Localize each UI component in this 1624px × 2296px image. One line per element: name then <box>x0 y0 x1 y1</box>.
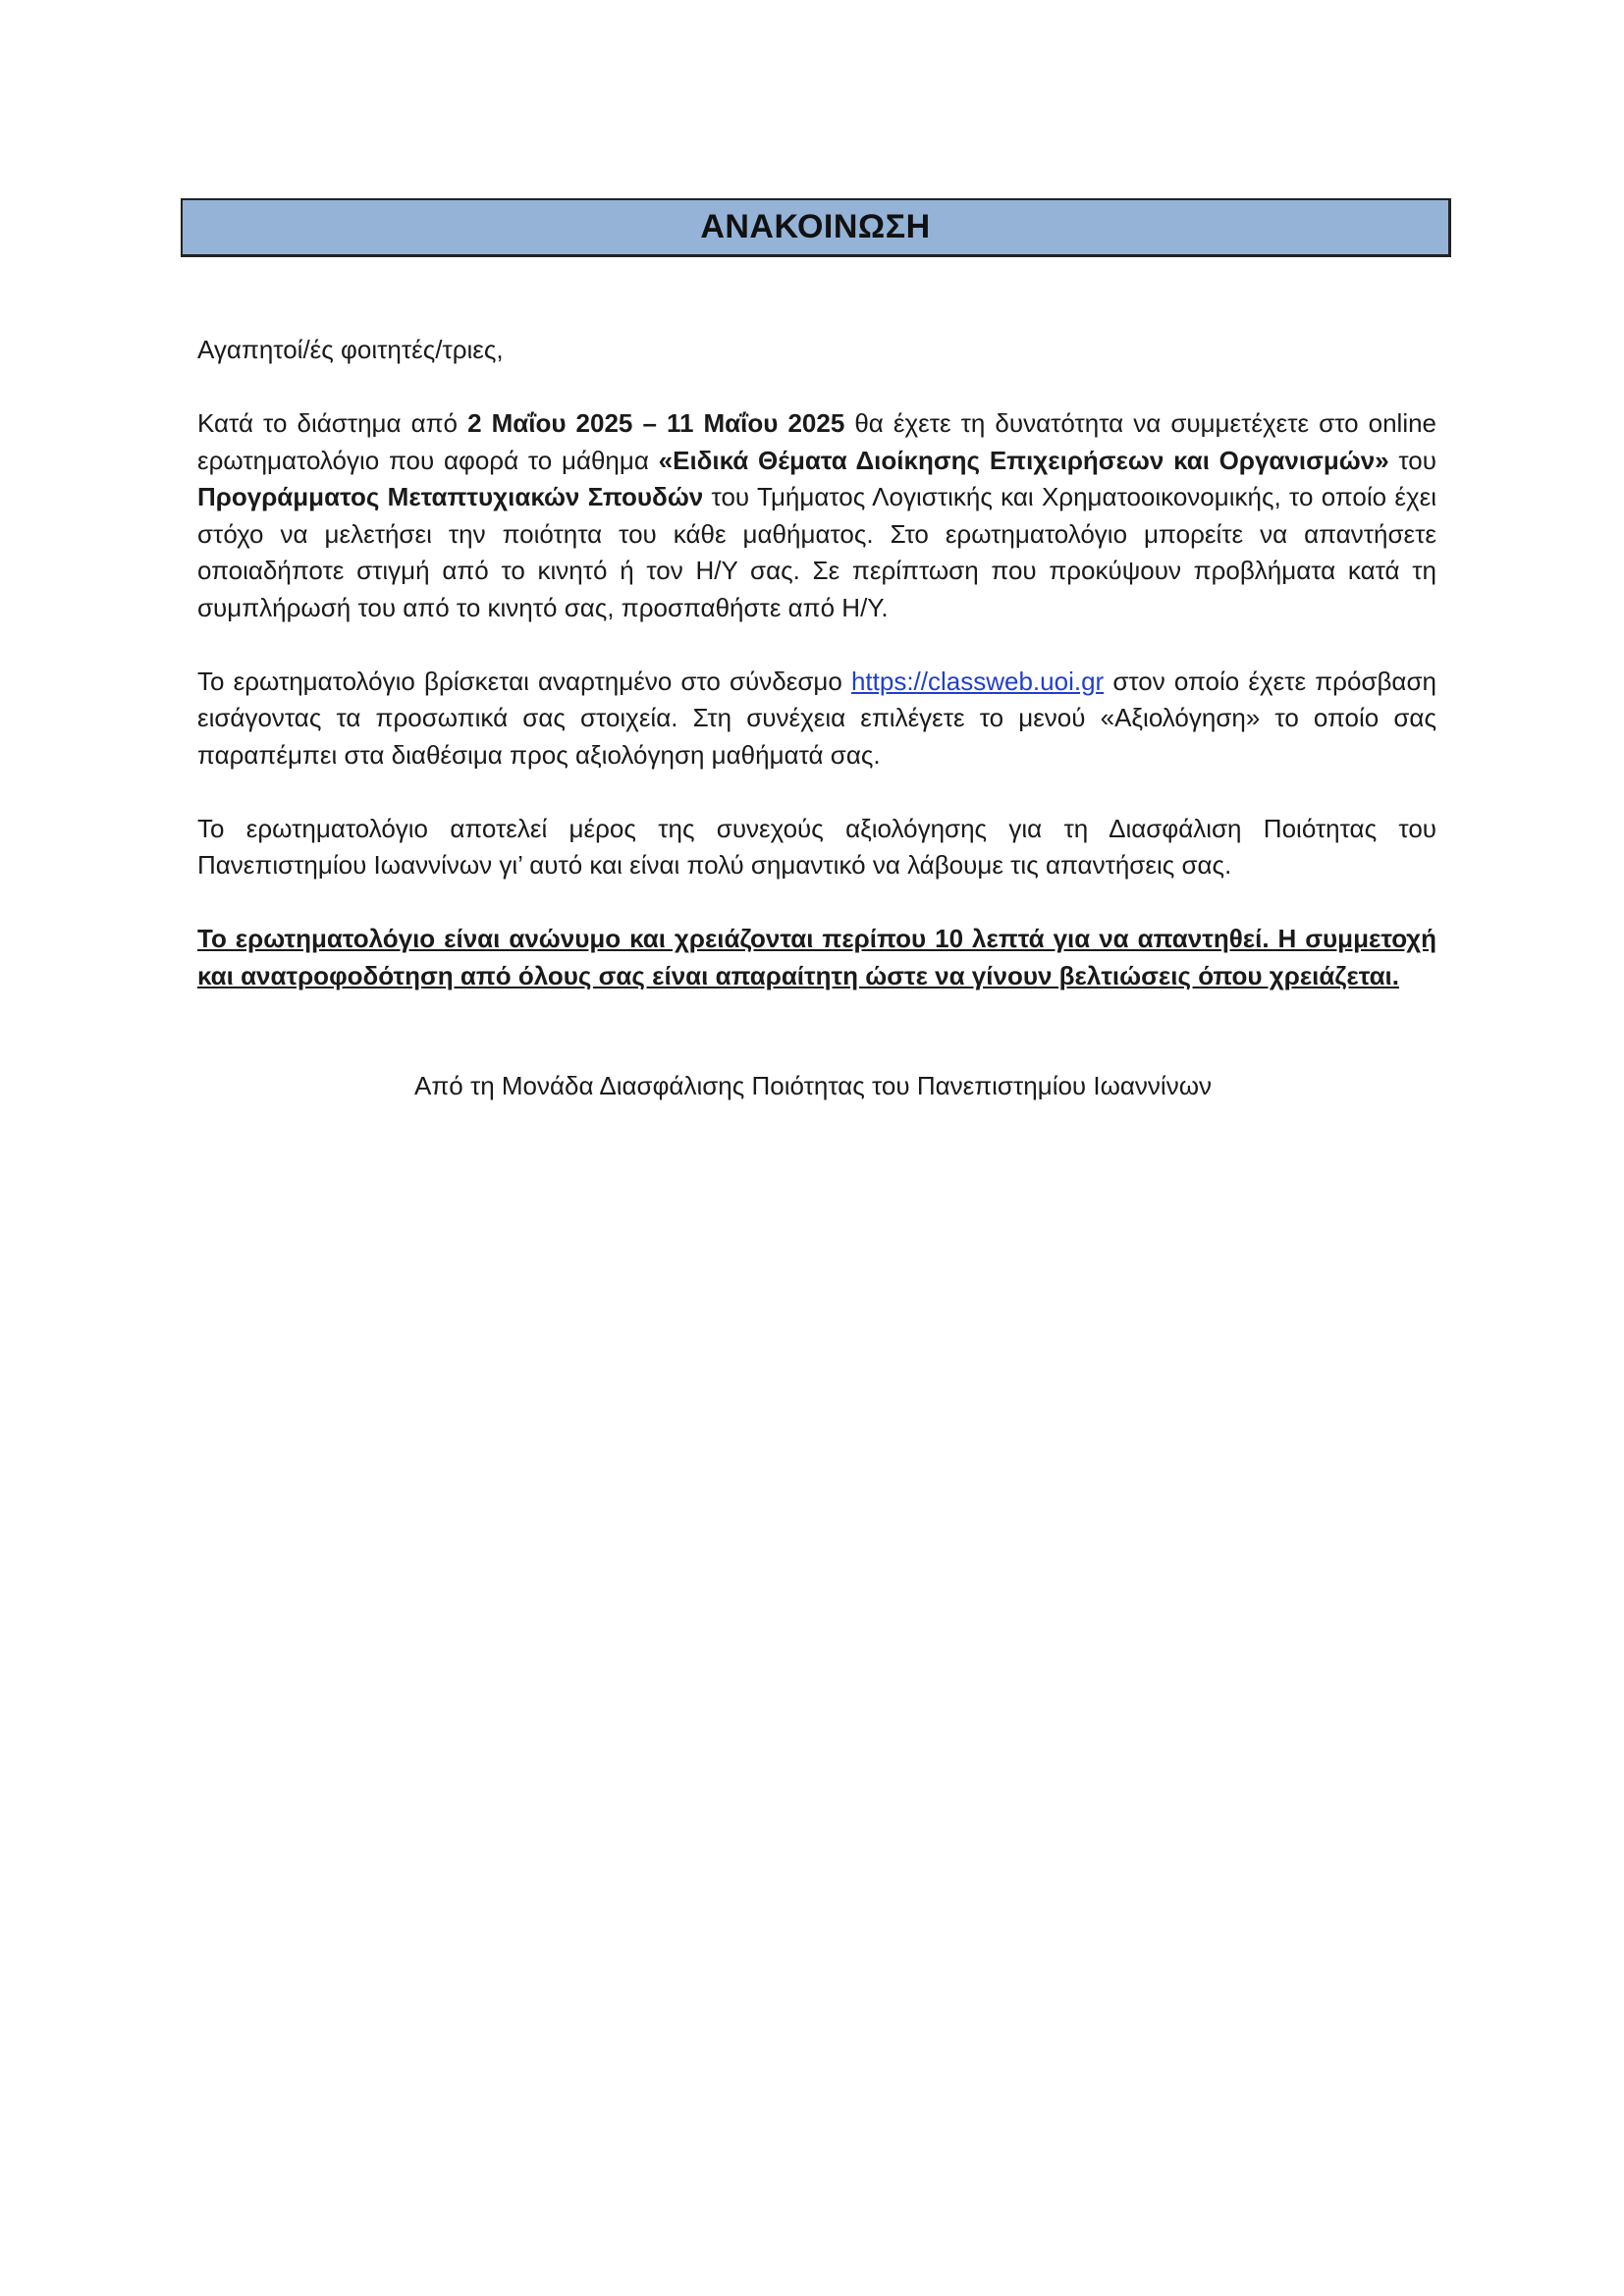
signature: Από τη Μονάδα Διασφάλισης Ποιότητας του Πανεπιστημίου Ιωαννίνων <box>413 1071 1213 1100</box>
page-title: ΑΝΑΚΟΙΝΩΣΗ <box>700 208 931 245</box>
course-name: «Ειδικά Θέματα Διοίκησης Επιχειρήσεων και Οργανισμών» <box>658 445 1389 475</box>
paragraph-access-link <box>197 664 1436 774</box>
paragraph1-text-2: θα έχετε τη δυνατότητα να συμμετέχετε στο online ερωτηματολόγιο που αφορά το μάθημα <box>197 408 1437 475</box>
paragraph1-text-4: του Τμήματος Λογιστικής και Χρηματοοικονομικής, το οποίο έχει στόχο να μελετήσει την ποιότητα του κάθε μαθήματος. Στο ερωτηματολόγιο μπορείτε να απαντήσετε οποιαδήποτε στιγμή από το κινητό ή τον Η/Υ σας. Σε περίπτωση που προκύψουν προβλήματα κατά τη συμπλήρωσή του από το κινητό σας, προσπαθήστε από Η/Υ. <box>197 482 1436 622</box>
program-name: Προγράμματος Μεταπτυχιακών Σπουδών <box>197 482 704 511</box>
anonymous-notice: Το ερωτηματολόγιο είναι ανώνυμο και χρειάζονται περίπου 10 λεπτά για να απαντηθεί. Η συμμετοχή και ανατροφοδότηση από όλους σας είναι απαραίτητη ώστε να γίνουν βελτιώσεις όπου χρειάζεται. <box>197 924 1436 990</box>
classweb-link[interactable]: https://classweb.uoi.gr <box>850 666 1105 696</box>
title-banner <box>181 198 1451 257</box>
greeting: Αγαπητοί/ές φοιτητές/τριες, <box>197 335 504 364</box>
paragraph1-text-3: του <box>1388 445 1436 475</box>
paragraph-quality-assurance: Το ερωτηματολόγιο αποτελεί μέρος της συνεχούς αξιολόγησης για τη Διασφάλιση Ποιότητας του Πανεπιστημίου Ιωαννίνων γι’ αυτό και είναι πολύ σημαντικό να λάβουμε τις απαντήσεις σας. <box>197 813 1436 880</box>
survey-dates: 2 Μαΐου 2025 – 11 Μαΐου 2025 <box>467 408 845 438</box>
paragraph2-text-2: στον οποίο έχετε πρόσβαση εισάγοντας τα προσωπικά σας στοιχεία. Στη συνέχεια επιλέγετε το μενού «Αξιολόγηση» το οποίο σας παραπέμπει στα διαθέσιμα προς αξιολόγηση μαθήματά σας. <box>197 666 1436 770</box>
paragraph2-text-1: Το ερωτηματολόγιο βρίσκεται αναρτημένο στο σύνδεσμο <box>197 666 851 696</box>
paragraph-survey-period <box>197 405 1436 626</box>
paragraph1-text-1: Κατά το διάστημα από <box>197 408 468 438</box>
document-body <box>197 332 1436 1142</box>
